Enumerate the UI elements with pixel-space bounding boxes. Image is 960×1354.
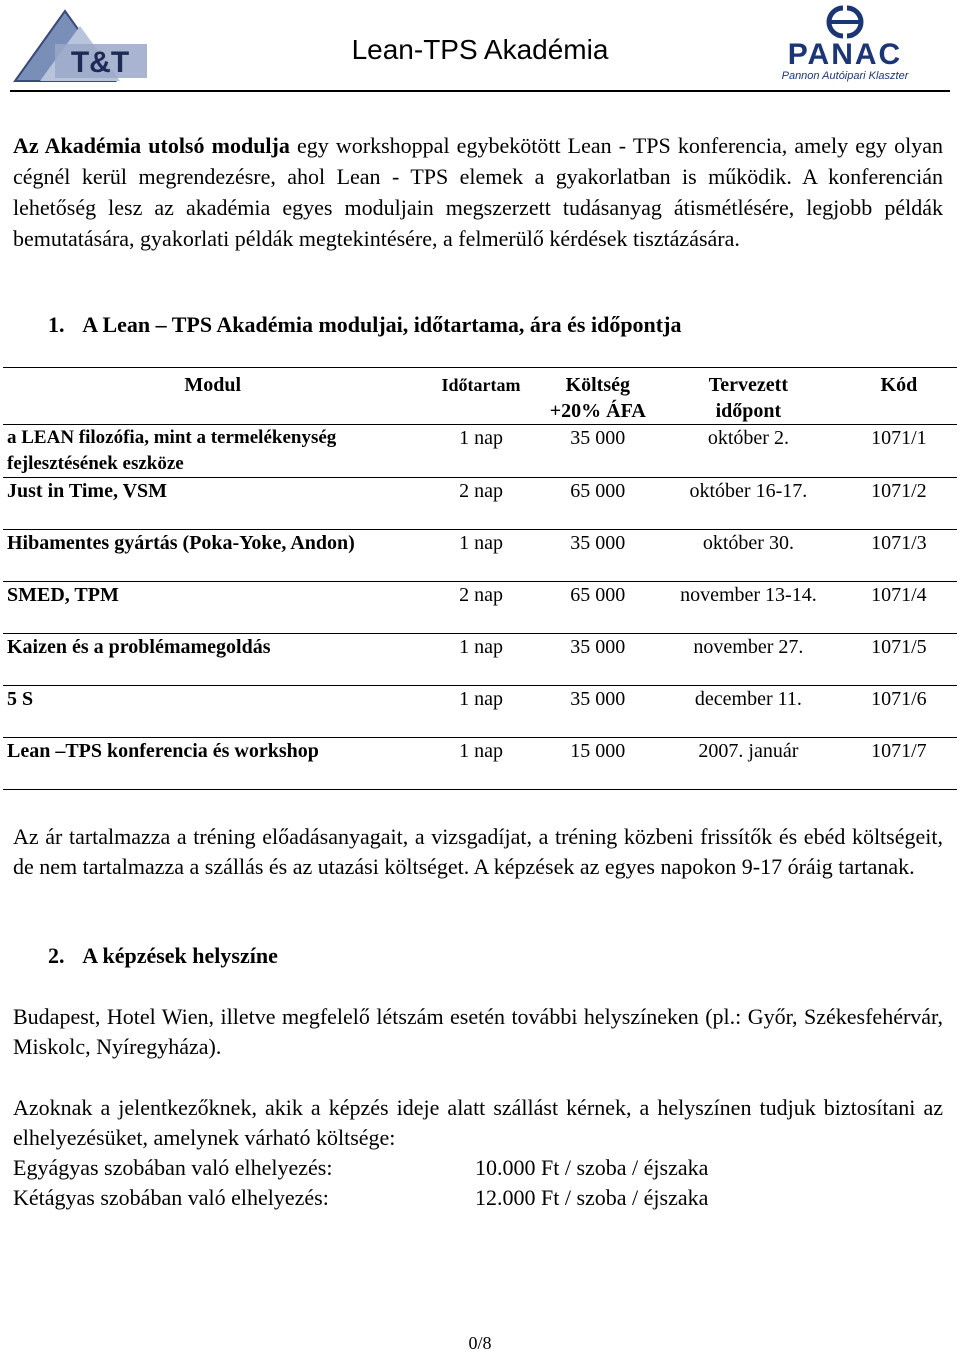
table-header-row bbox=[3, 368, 957, 425]
cell-code: 1071/6 bbox=[841, 686, 957, 738]
cell-duration: 1 nap bbox=[423, 738, 540, 790]
panac-logo bbox=[770, 4, 920, 84]
cell-cost: 35 000 bbox=[540, 686, 657, 738]
cell-code: 1071/3 bbox=[841, 530, 957, 582]
table-row bbox=[3, 478, 957, 530]
section-1-number: 1. bbox=[48, 312, 65, 337]
room-price-single bbox=[13, 1153, 708, 1183]
section-1-heading bbox=[48, 312, 681, 338]
cell-module: Lean –TPS konferencia és workshop bbox=[3, 738, 423, 790]
section-2-heading bbox=[48, 943, 278, 969]
modules-table bbox=[3, 367, 957, 790]
table-row bbox=[3, 530, 957, 582]
table-row bbox=[3, 582, 957, 634]
cell-duration: 2 nap bbox=[423, 478, 540, 530]
page-number: 0/8 bbox=[468, 1333, 492, 1353]
col-header-cost-l2: +20% ÁFA bbox=[549, 400, 646, 422]
cell-duration: 1 nap bbox=[423, 425, 540, 478]
cell-code: 1071/5 bbox=[841, 634, 957, 686]
cell-code: 1071/1 bbox=[841, 425, 957, 478]
intro-bold-lead: Az Akadémia utolsó modulja bbox=[13, 133, 290, 158]
room-price-double bbox=[13, 1183, 708, 1213]
cell-module: a LEAN filozófia, mint a termelékenység fejlesztésének eszköze bbox=[3, 425, 423, 478]
cell-date: október 30. bbox=[656, 530, 841, 582]
header-divider bbox=[10, 90, 950, 92]
cell-date: 2007. január bbox=[656, 738, 841, 790]
intro-text: egy workshoppal egybekötött Lean - TPS konferencia, amely egy olyan cégnél kerül megrendezésre, ahol Lean - TPS elemek a gyakorlatban is működik. A konferencián lehetőség lesz az akadémia egyes moduljain megszerzett tudásanyag átismétlésére, legjobb példák bemutatására, gyakorlati példák megtekintésére, a felmerülő kérdések tisztázására. bbox=[13, 133, 943, 251]
col-header-date-l2: időpont bbox=[715, 400, 782, 422]
panac-emblem-icon bbox=[815, 4, 875, 40]
cell-date: október 2. bbox=[656, 425, 841, 478]
panac-logo-word: PANAC bbox=[787, 38, 903, 71]
section-2-title: A képzések helyszíne bbox=[82, 943, 278, 968]
room-label: Egyágyas szobában való elhelyezés: bbox=[13, 1155, 333, 1180]
table-row bbox=[3, 686, 957, 738]
cell-duration: 1 nap bbox=[423, 634, 540, 686]
page-header-title: Lean-TPS Akadémia bbox=[351, 34, 609, 65]
col-header-date-l1: Tervezett bbox=[708, 374, 788, 396]
room-label: Kétágyas szobában való elhelyezés: bbox=[13, 1185, 329, 1210]
cell-cost: 35 000 bbox=[540, 634, 657, 686]
cell-duration: 1 nap bbox=[423, 686, 540, 738]
intro-paragraph bbox=[13, 130, 943, 254]
cell-code: 1071/7 bbox=[841, 738, 957, 790]
table-row bbox=[3, 425, 957, 478]
room-price: 12.000 Ft / szoba / éjszaka bbox=[475, 1185, 709, 1210]
section-1-title: A Lean – TPS Akadémia moduljai, időtartama, ára és időpontja bbox=[82, 312, 682, 337]
cell-date: november 27. bbox=[656, 634, 841, 686]
cell-module: Kaizen és a problémamegoldás bbox=[3, 634, 423, 686]
panac-logo-subtitle: Pannon Autóipari Klaszter bbox=[781, 70, 909, 82]
col-header-code: Kód bbox=[880, 374, 918, 396]
room-price: 10.000 Ft / szoba / éjszaka bbox=[475, 1155, 709, 1180]
cell-code: 1071/2 bbox=[841, 478, 957, 530]
col-header-duration: Időtartam bbox=[441, 375, 521, 395]
cell-duration: 2 nap bbox=[423, 582, 540, 634]
cell-module: Hibamentes gyártás (Poka-Yoke, Andon) bbox=[3, 530, 423, 582]
cell-date: november 13-14. bbox=[656, 582, 841, 634]
col-header-module: Modul bbox=[184, 374, 242, 396]
cell-cost: 65 000 bbox=[540, 478, 657, 530]
cell-cost: 15 000 bbox=[540, 738, 657, 790]
cell-module: Just in Time, VSM bbox=[3, 478, 423, 530]
accommodation-paragraph: Azoknak a jelentkezőknek, akik a képzés ideje alatt szállást kérnek, a helyszínen tudjuk biztosítani az elhelyezésüket, amelynek várható költsége: bbox=[13, 1095, 943, 1150]
page-header bbox=[0, 0, 960, 92]
cell-module: SMED, TPM bbox=[3, 582, 423, 634]
location-paragraph: Budapest, Hotel Wien, illetve megfelelő létszám esetén további helyszíneken (pl.: Győr, Székesfehérvár, Miskolc, Nyíregyháza). bbox=[13, 1004, 943, 1059]
price-note-paragraph: Az ár tartalmazza a tréning előadásanyagait, a vizsgadíjat, a tréning közbeni frissítők és ebéd költségeit, de nem tartalmazza a szállás és az utazási költséget. A képzések az egyes napokon 9-17 óráig tartanak. bbox=[13, 824, 943, 879]
cell-module: 5 S bbox=[3, 686, 423, 738]
cell-cost: 35 000 bbox=[540, 425, 657, 478]
cell-duration: 1 nap bbox=[423, 530, 540, 582]
col-header-date bbox=[656, 368, 841, 425]
tt-logo-text: T&T bbox=[70, 46, 130, 79]
section-2-number: 2. bbox=[48, 943, 65, 968]
cell-date: december 11. bbox=[656, 686, 841, 738]
col-header-cost-l1: Költség bbox=[565, 374, 630, 396]
col-header-cost bbox=[540, 368, 657, 425]
cell-cost: 35 000 bbox=[540, 530, 657, 582]
cell-cost: 65 000 bbox=[540, 582, 657, 634]
table-row bbox=[3, 738, 957, 790]
table-row bbox=[3, 634, 957, 686]
cell-code: 1071/4 bbox=[841, 582, 957, 634]
cell-date: október 16-17. bbox=[656, 478, 841, 530]
